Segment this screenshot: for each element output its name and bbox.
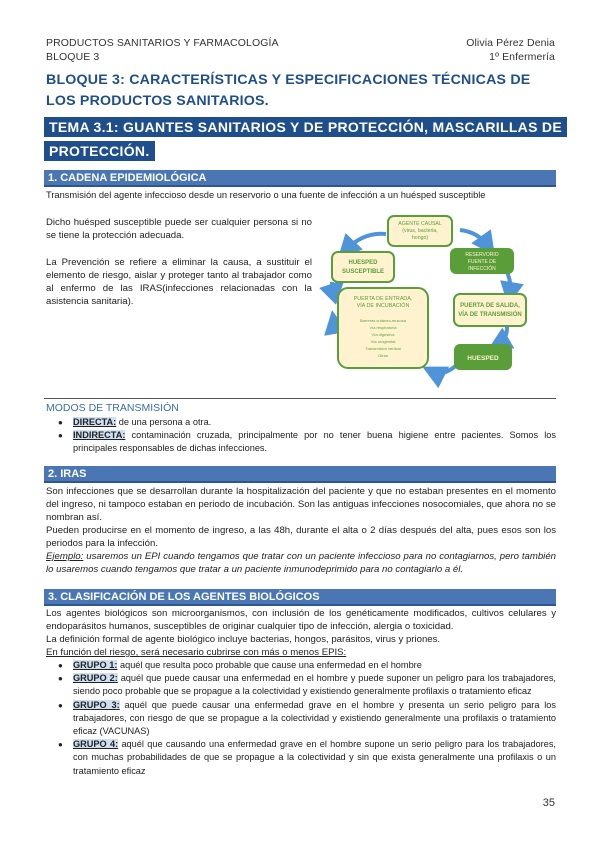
susceptible-line-2: SUSCEPTIBLE — [341, 269, 385, 275]
entrada-item-2: Vía respiratoria — [369, 325, 397, 330]
entrada-item-3: Vía digestiva — [371, 332, 395, 337]
cadena-paragraph-1: Dicho huésped susceptible puede ser cualquier persona si no se tiene la protección adecuada. — [46, 217, 312, 241]
salida-line-2: VÍA DE TRANSMISIÓN — [458, 312, 522, 318]
agente-line-2: (virus, bacteria, — [402, 228, 438, 234]
doc-header-right-1: Olivia Pérez Denia — [466, 37, 555, 49]
example-label: Ejemplo: — [46, 551, 84, 562]
modo-indirecta — [58, 429, 556, 455]
huesped-label: HUESPED — [467, 355, 499, 362]
grupo-4 — [58, 738, 556, 778]
doc-header-left-2: BLOQUE 3 — [46, 51, 100, 63]
entrada-line-1: PUERTA DE ENTRADA, — [353, 296, 413, 302]
reservorio-line-2: FUENTE DE — [467, 259, 497, 265]
grupo-2 — [58, 672, 556, 698]
epidemiological-chain-diagram — [318, 212, 530, 388]
modo-term: DIRECTA: — [73, 417, 117, 427]
reservorio-line-1: RESERVORIO — [465, 252, 499, 258]
grupo-text: aquél que puede causar una enfermedad grave en el hombre y presenta un serio peligro para los trabajadores, con riesgo de que se propague a la colectividad y existiendo generalmente una profilaxis o tratamiento eficaz (VACUNAS) — [73, 699, 556, 737]
example-text: usaremos un EPI cuando tengamos que tratar con un paciente infeccioso para no contagiarnos, pero también lo usaremos cuando tengamos que tratar a un paciente inmunodeprimido para no contagiarlo a él. — [46, 551, 556, 575]
page-number: 35 — [542, 797, 555, 809]
doc-header-right-2: 1º Enfermería — [489, 51, 555, 63]
grupo-term: GRUPO 3: — [73, 699, 120, 710]
modo-term: INDIRECTA: — [73, 430, 126, 441]
tema-title-line1: TEMA 3.1: GUANTES SANITARIOS Y DE PROTECCIÓN, MASCARILLAS DE — [44, 117, 567, 137]
modos-heading: MODOS DE TRANSMISIÓN — [46, 402, 179, 414]
modos-list — [58, 416, 556, 456]
entrada-item-1: Barreras cutáneo-mucosa — [359, 318, 407, 323]
modo-text: de una persona a otra. — [116, 417, 212, 427]
clasificacion-paragraph-3: En función del riesgo, será necesario cubrirse con más o menos EPIS: — [46, 647, 347, 658]
grupos-list — [58, 659, 556, 778]
cadena-paragraph-2: La Prevención se refiere a eliminar la causa, a sustituir el elemento de riesgo, aislar y proteger tanto al trabajador como al enfermo de las IRAS(infecciones relacionadas con la asistencia sanitaria). — [46, 257, 312, 307]
divider-rule — [44, 398, 556, 399]
salida-box — [454, 294, 526, 326]
entrada-item-6: Otras — [378, 353, 388, 358]
grupo-3 — [58, 699, 556, 739]
iras-paragraph-1: Son infecciones que se desarrollan durante la hospitalización del paciente y que no estaban presentes en el momento del ingreso, ni tampoco estaban en periodo de incubación. Son las antiguas infecciones nosocomiales, que ahora no se nombran así. — [46, 486, 556, 523]
grupo-term: GRUPO 1: — [73, 660, 118, 670]
modo-directa — [58, 416, 556, 429]
agente-line-3: hongo) — [411, 235, 429, 241]
section-heading-clasificacion: 3. CLASIFICACIÓN DE LOS AGENTES BIOLÓGICOS — [44, 589, 556, 606]
grupo-term: GRUPO 4: — [73, 739, 119, 750]
section-heading-iras: 2. IRAS — [44, 466, 556, 483]
susceptible-line-1: HUESPED — [348, 260, 378, 266]
grupo-1 — [58, 659, 556, 672]
reservorio-line-3: INFECCIÓN — [468, 266, 496, 272]
section-heading-cadena: 1. CADENA EPIDEMIOLÓGICA — [44, 170, 556, 187]
grupo-text: aquél que resulta poco probable que cause una enfermedad en el hombre — [117, 660, 422, 670]
clasificacion-paragraph-1: Los agentes biológicos son microorganismos, con inclusión de los genéticamente modificados, cultivos celulares y endoparásitos humanos, susceptibles de originar cualquier tipo de infección, alergia o toxicidad. — [46, 608, 556, 632]
bloque-title: BLOQUE 3: CARACTERÍSTICAS Y ESPECIFICACIONES TÉCNICAS DE LOS PRODUCTOS SANITARIOS. — [46, 72, 531, 109]
entrada-item-5: Transmisión vertical — [365, 346, 401, 351]
modo-text: contaminación cruzada, principalmente por no tener buena higiene entre pacientes. Somos los principales responsables de dichas infecciones. — [73, 430, 556, 454]
grupo-text: aquél que puede causar una enfermedad en el hombre y puede suponer un peligro para los trabajadores, siendo poco probable que se propague a la colectividad y existiendo generalmente profilaxis o tratamiento eficaz — [73, 673, 556, 697]
grupo-text: aquél que causando una enfermedad grave en el hombre supone un serio peligro para los trabajadores, con muchas probabilidades de que se propague a la colectividad y sin que exista generalmente una profilaxis o un tratamiento eficaz — [73, 739, 556, 776]
iras-paragraph-2: Pueden producirse en el momento de ingreso, a las 48h, durante el alta o 2 días después del alta, pues esos son los periodos para la infección. — [46, 525, 556, 549]
salida-line-1: PUERTA DE SALIDA, — [460, 303, 520, 309]
grupo-term: GRUPO 2: — [73, 673, 118, 684]
clasificacion-paragraph-2: La definición formal de agente biológico incluye bacterias, hongos, parásitos, virus y priones. — [46, 634, 441, 645]
susceptible-box — [332, 252, 394, 282]
cadena-intro: Transmisión del agente infeccioso desde un reservorio o una fuente de infección a un huésped susceptible — [46, 190, 486, 200]
iras-example — [46, 550, 556, 576]
doc-header-left-1: PRODUCTOS SANITARIOS Y FARMACOLOGÍA — [46, 37, 279, 49]
entrada-line-2: VÍA DE INCUBACIÓN — [356, 303, 410, 309]
tema-title-line2: PROTECCIÓN. — [44, 141, 155, 161]
entrada-item-4: Vía urogenital — [370, 339, 396, 344]
agente-line-1: AGENTE CAUSAL — [398, 221, 442, 227]
